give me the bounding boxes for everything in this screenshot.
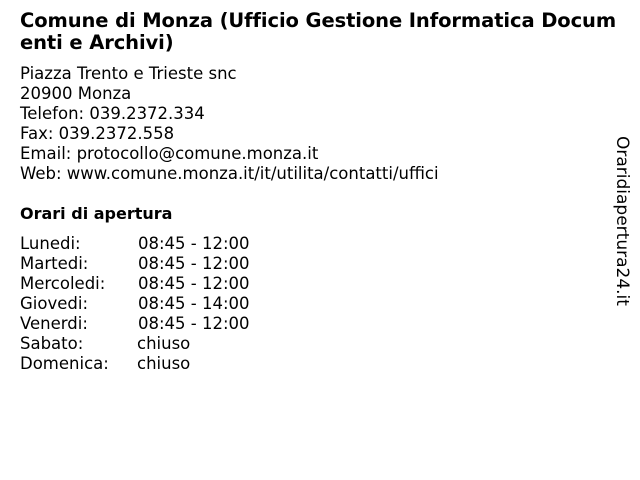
time-value: chiuso (137, 334, 191, 353)
street-address: Piazza Trento e Trieste snc (20, 64, 237, 83)
phone-number: Telefon: 039.2372.334 (20, 104, 205, 123)
email-address: Email: protocollo@comune.monza.it (20, 144, 319, 163)
day-label: Mercoledi: (20, 274, 106, 293)
time-value: chiuso (137, 354, 191, 373)
city-postcode: 20900 Monza (20, 84, 132, 103)
time-value: 08:45 - 12:00 (138, 254, 250, 273)
day-label: Martedi: (20, 254, 89, 273)
time-value: 08:45 - 12:00 (138, 314, 250, 333)
time-value: 08:45 - 12:00 (138, 234, 250, 253)
contact-details (20, 64, 439, 184)
day-label: Domenica: (20, 354, 109, 373)
time-value: 08:45 - 14:00 (138, 294, 250, 313)
time-value: 08:45 - 12:00 (138, 274, 250, 293)
website-address: Web: www.comune.monza.it/it/utilita/contatti/uffici (20, 164, 439, 183)
day-label: Giovedi: (20, 294, 88, 313)
opening-hours-heading: Orari di apertura (20, 204, 173, 223)
day-label: Venerdi: (20, 314, 88, 333)
page-title: Comune di Monza (Ufficio Gestione Informatica Documenti e Archivi) (20, 9, 617, 54)
day-label: Sabato: (20, 334, 84, 353)
site-watermark: Oraridiapertura24.it (612, 136, 632, 306)
day-label: Lunedi: (20, 234, 81, 253)
fax-number: Fax: 039.2372.558 (20, 124, 175, 143)
